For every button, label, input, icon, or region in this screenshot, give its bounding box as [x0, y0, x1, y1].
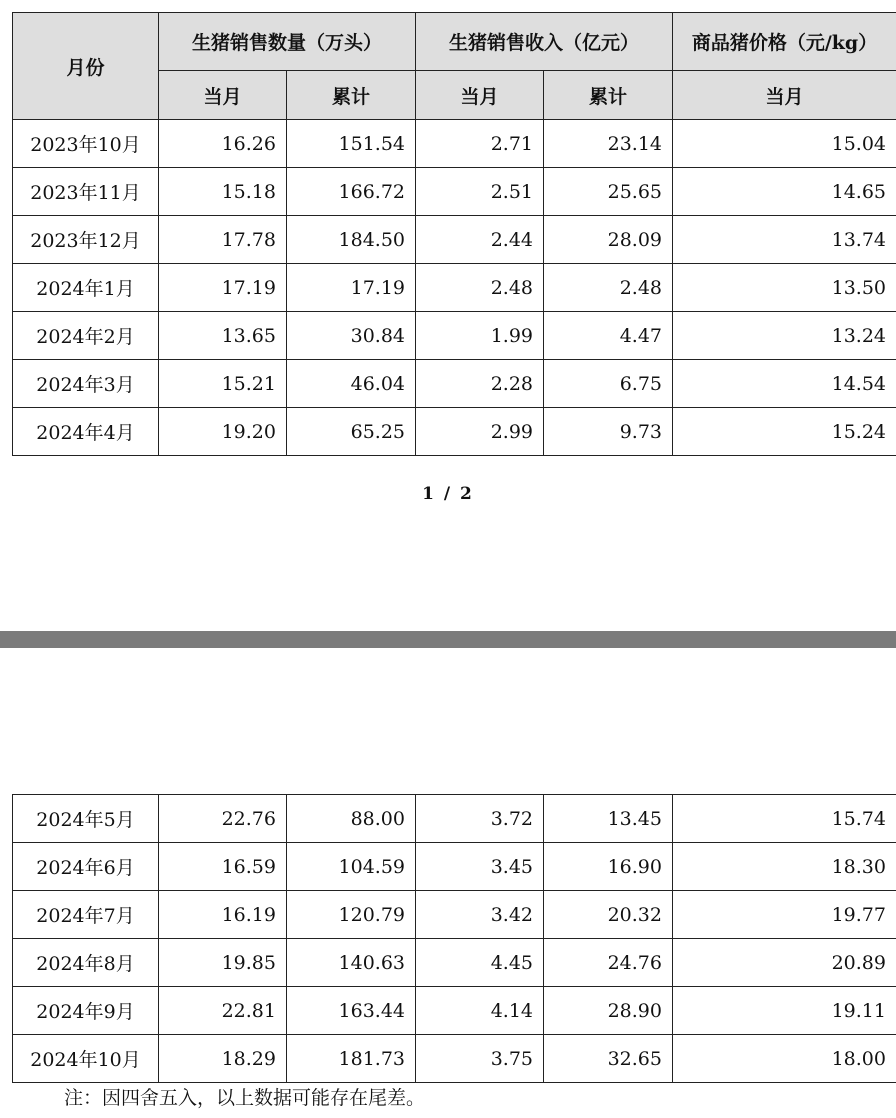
revenue-current-cell: 4.45	[416, 939, 544, 987]
volume-current-cell: 16.26	[159, 120, 287, 168]
header-sales-revenue: 生猪销售收入（亿元）	[416, 13, 673, 71]
price-cell: 15.74	[673, 795, 896, 843]
month-cell: 2024年8月	[13, 939, 159, 987]
revenue-cumulative-cell: 9.73	[544, 408, 673, 456]
header-sales-volume: 生猪销售数量（万头）	[159, 13, 416, 71]
volume-current-cell: 18.29	[159, 1035, 287, 1083]
volume-cumulative-cell: 163.44	[287, 987, 416, 1035]
table-row	[13, 843, 896, 891]
table-row	[13, 312, 896, 360]
header-volume-current: 当月	[159, 71, 287, 120]
price-cell: 15.04	[673, 120, 896, 168]
month-cell: 2024年7月	[13, 891, 159, 939]
sales-table-page-2	[12, 794, 896, 1083]
revenue-cumulative-cell: 24.76	[544, 939, 673, 987]
volume-cumulative-cell: 104.59	[287, 843, 416, 891]
price-cell: 14.54	[673, 360, 896, 408]
header-price-current: 当月	[673, 71, 896, 120]
table-row	[13, 1035, 896, 1083]
table-row	[13, 891, 896, 939]
volume-cumulative-cell: 17.19	[287, 264, 416, 312]
revenue-current-cell: 3.42	[416, 891, 544, 939]
price-cell: 19.11	[673, 987, 896, 1035]
table-row	[13, 408, 896, 456]
volume-cumulative-cell: 184.50	[287, 216, 416, 264]
volume-cumulative-cell: 166.72	[287, 168, 416, 216]
revenue-current-cell: 3.75	[416, 1035, 544, 1083]
price-cell: 18.30	[673, 843, 896, 891]
header-revenue-current: 当月	[416, 71, 544, 120]
table-row	[13, 939, 896, 987]
revenue-current-cell: 4.14	[416, 987, 544, 1035]
volume-current-cell: 19.85	[159, 939, 287, 987]
month-cell: 2024年3月	[13, 360, 159, 408]
revenue-cumulative-cell: 23.14	[544, 120, 673, 168]
month-cell: 2023年11月	[13, 168, 159, 216]
revenue-current-cell: 2.28	[416, 360, 544, 408]
header-month: 月份	[13, 13, 159, 120]
revenue-cumulative-cell: 28.90	[544, 987, 673, 1035]
revenue-cumulative-cell: 4.47	[544, 312, 673, 360]
page-separator	[0, 631, 896, 648]
price-cell: 14.65	[673, 168, 896, 216]
revenue-cumulative-cell: 16.90	[544, 843, 673, 891]
month-cell: 2024年2月	[13, 312, 159, 360]
revenue-cumulative-cell: 20.32	[544, 891, 673, 939]
volume-cumulative-cell: 46.04	[287, 360, 416, 408]
revenue-current-cell: 3.45	[416, 843, 544, 891]
volume-current-cell: 16.19	[159, 891, 287, 939]
month-cell: 2023年12月	[13, 216, 159, 264]
price-cell: 19.77	[673, 891, 896, 939]
price-cell: 13.74	[673, 216, 896, 264]
revenue-cumulative-cell: 25.65	[544, 168, 673, 216]
volume-current-cell: 15.21	[159, 360, 287, 408]
revenue-current-cell: 2.44	[416, 216, 544, 264]
revenue-cumulative-cell: 13.45	[544, 795, 673, 843]
revenue-cumulative-cell: 32.65	[544, 1035, 673, 1083]
volume-cumulative-cell: 65.25	[287, 408, 416, 456]
month-cell: 2024年9月	[13, 987, 159, 1035]
month-cell: 2024年10月	[13, 1035, 159, 1083]
table-row	[13, 360, 896, 408]
volume-cumulative-cell: 88.00	[287, 795, 416, 843]
volume-current-cell: 22.81	[159, 987, 287, 1035]
month-cell: 2024年1月	[13, 264, 159, 312]
price-cell: 13.24	[673, 312, 896, 360]
volume-cumulative-cell: 181.73	[287, 1035, 416, 1083]
volume-current-cell: 19.20	[159, 408, 287, 456]
volume-cumulative-cell: 120.79	[287, 891, 416, 939]
price-cell: 18.00	[673, 1035, 896, 1083]
table-row	[13, 987, 896, 1035]
table-row	[13, 264, 896, 312]
sales-table-page-1	[12, 12, 896, 456]
price-cell: 13.50	[673, 264, 896, 312]
page-number: 1 / 2	[422, 484, 474, 504]
header-volume-cumulative: 累计	[287, 71, 416, 120]
table-row	[13, 216, 896, 264]
volume-current-cell: 15.18	[159, 168, 287, 216]
month-cell: 2024年5月	[13, 795, 159, 843]
footnote: 注：因四舍五入，以上数据可能存在尾差。	[64, 1087, 426, 1109]
volume-current-cell: 22.76	[159, 795, 287, 843]
volume-current-cell: 16.59	[159, 843, 287, 891]
header-price: 商品猪价格（元/kg）	[673, 13, 896, 71]
volume-cumulative-cell: 140.63	[287, 939, 416, 987]
revenue-cumulative-cell: 28.09	[544, 216, 673, 264]
revenue-current-cell: 2.48	[416, 264, 544, 312]
volume-cumulative-cell: 151.54	[287, 120, 416, 168]
revenue-cumulative-cell: 2.48	[544, 264, 673, 312]
volume-current-cell: 17.19	[159, 264, 287, 312]
table-row	[13, 795, 896, 843]
revenue-current-cell: 2.51	[416, 168, 544, 216]
price-cell: 20.89	[673, 939, 896, 987]
table-row	[13, 120, 896, 168]
month-cell: 2024年4月	[13, 408, 159, 456]
month-cell: 2023年10月	[13, 120, 159, 168]
month-cell: 2024年6月	[13, 843, 159, 891]
revenue-current-cell: 3.72	[416, 795, 544, 843]
price-cell: 15.24	[673, 408, 896, 456]
header-revenue-cumulative: 累计	[544, 71, 673, 120]
volume-current-cell: 13.65	[159, 312, 287, 360]
table-row	[13, 168, 896, 216]
revenue-cumulative-cell: 6.75	[544, 360, 673, 408]
revenue-current-cell: 2.71	[416, 120, 544, 168]
volume-cumulative-cell: 30.84	[287, 312, 416, 360]
volume-current-cell: 17.78	[159, 216, 287, 264]
revenue-current-cell: 2.99	[416, 408, 544, 456]
revenue-current-cell: 1.99	[416, 312, 544, 360]
